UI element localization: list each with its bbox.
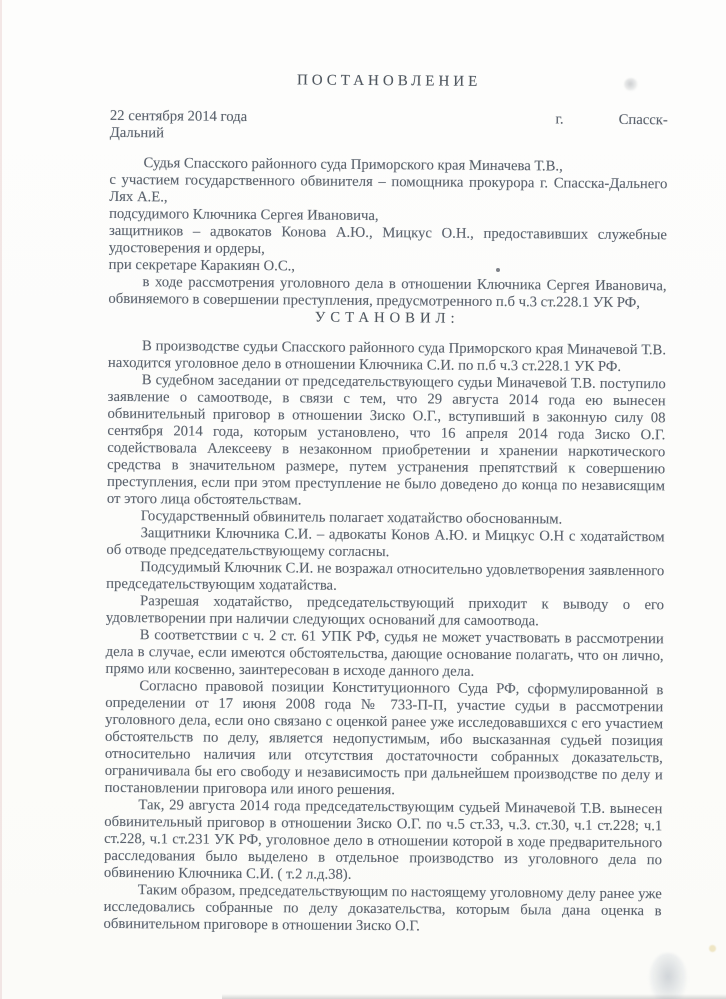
body-paragraph: В производстве судьи Спасского районного суда Приморского края Миначевой Т.В. находится уголовное дело в отношении Ключника С.И. по п.б ч.3 ст.228.1 УК РФ. [107,338,667,375]
body-paragraph: Подсудимый Ключник С.И. не возражал относительно удовлетворения заявленного председательствующим ходатайства. [106,559,665,594]
body-paragraph: Государственный обвинитель полагает ходатайство обоснованным. [140,508,563,528]
resolution-heading: УСТАНОВИЛ: [314,309,460,327]
preamble-paragraph: с участием государственного обвинителя – помощника прокурора г. Спасска-Дальнего Лях А.Е., [109,171,668,206]
preamble-section [108,155,667,312]
place-prefix: г. [555,111,564,128]
preamble-paragraph: защитников – адвокатов Конова А.Ю., Мицкус О.Н., предоставивших служебные удостоверения и ордеры, [108,222,668,258]
body-paragraph: Согласно правовой позиции Конституционного Суда РФ, сформулированной в определении от 17 июня 2008 года № 733-П-П, участие судьи в рассмотрении уголовного дела, если оно связано с оценкой ранее уже исследовавшихся с его участием обстоятельств по делу, является недопустимым, ибо высказанная судьей позиция относительно наличия или отсутствия достаточности собранных доказательств, ограничивала бы его свободу и независимость при дальнейшем производстве по делу и постановлении приговора или иного решения. [104,678,664,799]
preamble-paragraph: при секретаре Каракиян О.С., [108,256,296,275]
body-paragraph: В судебном заседании от председательствующего судьи Миначевой Т.В. поступило заявление о самоотводе, в связи с тем, что 29 августа 2014 года ею вынесен обвинительный приговор в отношении Зиско О.Г., вступивший в законную силу 08 сентября 2014 года, которым установлено, что 16 апреля 2014 года Зиско О.Г. содействовала Алексееву в незаконном приобретении и хранении наркотического средства в значительном размере, путем устранения препятствий к совершению преступления, если при этом преступление не было доведено до конца по независящим от этого лица обстоятельствам. [106,372,666,509]
scan-edge-shadow [222,994,726,999]
place-group [555,111,667,129]
body-paragraph: Так, 29 августа 2014 года председательствующим судьей Миначевой Т.В. вынесен обвинительный приговор в отношении Зиско О.Г. по ч.5 ст.33, ч.3. ст.30, ч.1 ст.228; ч.1 ст.228, ч.1 ст.231 УК РФ, уголовное дело в отношении которой в ходе предварительного расследования было выделено в отдельное производство из уголовного дела по обвинению Ключника С.И. ( т.2 л.д.38). [103,797,663,883]
scan-edge-line [0,0,2,999]
scan-blob [649,953,687,999]
place-word-start: Спасск- [618,111,668,129]
body-section [103,338,666,937]
preamble-paragraph: подсудимого Ключника Сергея Ивановича, [109,205,379,225]
preamble-paragraph: в ходе рассмотрения уголовного дела в отношении Ключника Сергея Ивановича, обвиняемого в совершении преступления, предусмотренного п.б ч.3 ст.228.1 УК РФ, [108,274,667,312]
preamble-paragraph: Судья Спасского районного суда Приморского края Миначева Т.В., [143,155,563,175]
place-word-end: Дальний [109,124,165,142]
scan-speck [709,945,716,952]
document-title: ПОСТАНОВЛЕНИЕ [296,72,482,90]
body-paragraph: Таким образом, председательствующим по настоящему уголовному делу ранее уже исследовались собранные по делу доказательства, которым была дана оценка в обвинительном приговоре в отношении Зиско О.Г. [103,882,662,935]
date-place-block [110,108,668,146]
body-paragraph: Разрешая ходатайство, председательствующий приходит к выводу о его удовлетворении при наличии следующих оснований для самоотвода. [105,593,665,630]
body-paragraph: Защитники Ключника С.И. – адвокаты Конов А.Ю. и Мицкус О.Н с ходатайством об отводе председательствующему согласны. [106,525,665,561]
document-date: 22 сентября 2014 года [109,107,248,125]
body-paragraph: В соответствии с ч. 2 ст. 61 УПК РФ, судья не может участвовать в рассмотрении дела в случае, если имеются обстоятельства, дающие основание полагать, что он лично, прямо или косвенно, заинтересован в исходе данного дела. [105,627,664,680]
document-content [103,0,668,937]
